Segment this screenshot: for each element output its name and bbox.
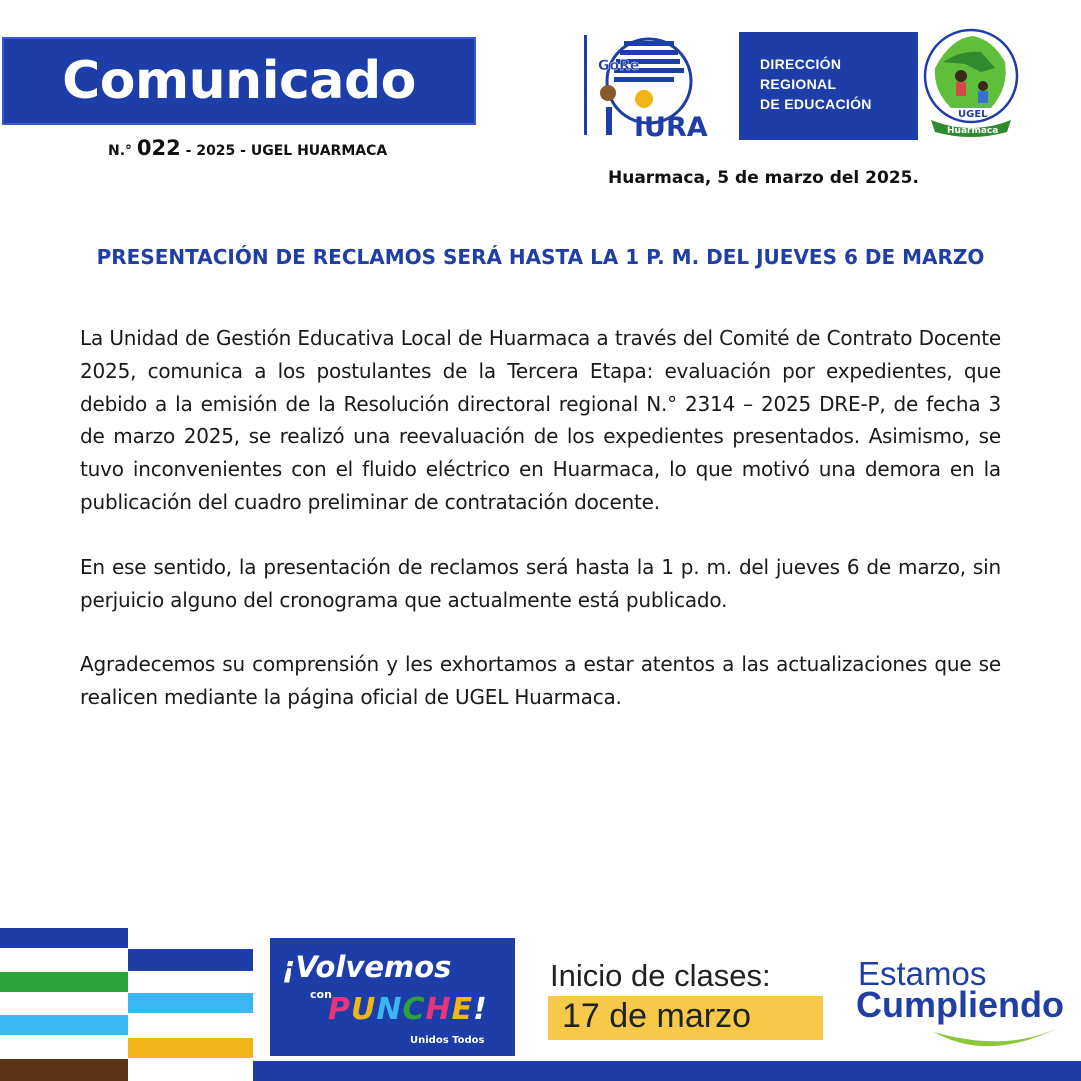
punche-letter: N: [376, 992, 403, 1027]
dre-line-3: DE EDUCACIÓN: [760, 96, 872, 112]
inicio-label: Inicio de clases:: [550, 958, 771, 993]
punche-letter: H: [425, 992, 452, 1027]
dre-line-1: DIRECCIÓN: [760, 56, 842, 72]
stripe-brown: [0, 1059, 128, 1081]
ugel-huarmaca-logo: [921, 28, 1021, 140]
page-title: Comunicado: [62, 51, 416, 111]
stripe-blue-2: [128, 949, 253, 971]
ugel-logo-bottom: Huarmaca: [947, 126, 999, 136]
title-banner: [2, 37, 476, 125]
punche-letter: C: [402, 992, 426, 1027]
paragraph-1: La Unidad de Gestión Educativa Local de Huarmaca a través del Comité de Contrato Docente 2025, comunica a los postulantes de la Tercera Etapa: evaluación por expedientes, que debido a la emisión de la Resolución directoral regional N.° 2314 – 2025 DRE-P, de fecha 3 de marzo 2025, se realizó una reevaluación de los expedientes presentados. Asimismo, se tuvo inconvenientes con el fluido eléctrico en Huarmaca, lo que motivó una demora en la publicación del cuadro preliminar de contratación docente.: [80, 326, 1001, 514]
stripe-sky-2: [0, 1015, 128, 1035]
headline: PRESENTACIÓN DE RECLAMOS SERÁ HASTA LA 1 P. M. DEL JUEVES 6 DE MARZO: [96, 245, 985, 269]
gore-logo-bottom: IURA: [634, 112, 708, 138]
inicio-fecha: 17 de marzo: [562, 997, 751, 1035]
punche-letter: !: [473, 992, 488, 1027]
con-text: con: [310, 988, 332, 1001]
number-suffix: - 2025 - UGEL HUARMACA: [185, 143, 388, 159]
punche-letter: P: [328, 992, 351, 1027]
volvemos-badge: [270, 938, 515, 1056]
number-value: 022: [136, 136, 181, 160]
punche-letter: U: [351, 992, 377, 1027]
swoosh-icon: [930, 1020, 1070, 1060]
paragraph-3: Agradecemos su comprensión y les exhortamos a estar atentos a las actualizaciones que se realicen mediante la página oficial de UGEL Huarmaca.: [80, 652, 1001, 710]
bottom-bar: [253, 1061, 1081, 1081]
stripe-yellow: [128, 1038, 253, 1058]
punche-text: [328, 992, 488, 1027]
stripe-blue-1: [0, 928, 128, 948]
cumpliendo-text: Cumpliendo: [856, 984, 1064, 1025]
document-date: Huarmaca, 5 de marzo del 2025.: [608, 168, 919, 188]
gore-piura-logo: [584, 33, 734, 138]
unidos-todos-text: Unidos Todos: [410, 1035, 485, 1046]
volvemos-text: ¡Volvemos: [282, 950, 452, 984]
dre-logo: [739, 32, 918, 140]
dre-line-2: REGIONAL: [760, 76, 837, 92]
paragraph-2: En ese sentido, la presentación de reclamos será hasta la 1 p. m. del jueves 6 de marzo, sin perjuicio alguno del cronograma que actualmente está publicado.: [80, 554, 1001, 612]
ugel-logo-top: UGEL: [958, 109, 988, 120]
estamos-text: Estamos: [858, 955, 987, 992]
gore-logo-top: GoRe: [598, 58, 640, 74]
document-number: [108, 136, 387, 160]
punche-letter: E: [451, 992, 474, 1027]
stripe-sky-1: [128, 993, 253, 1013]
number-prefix: N.°: [108, 143, 133, 159]
body-text: [80, 322, 1001, 746]
stripe-green: [0, 972, 128, 992]
